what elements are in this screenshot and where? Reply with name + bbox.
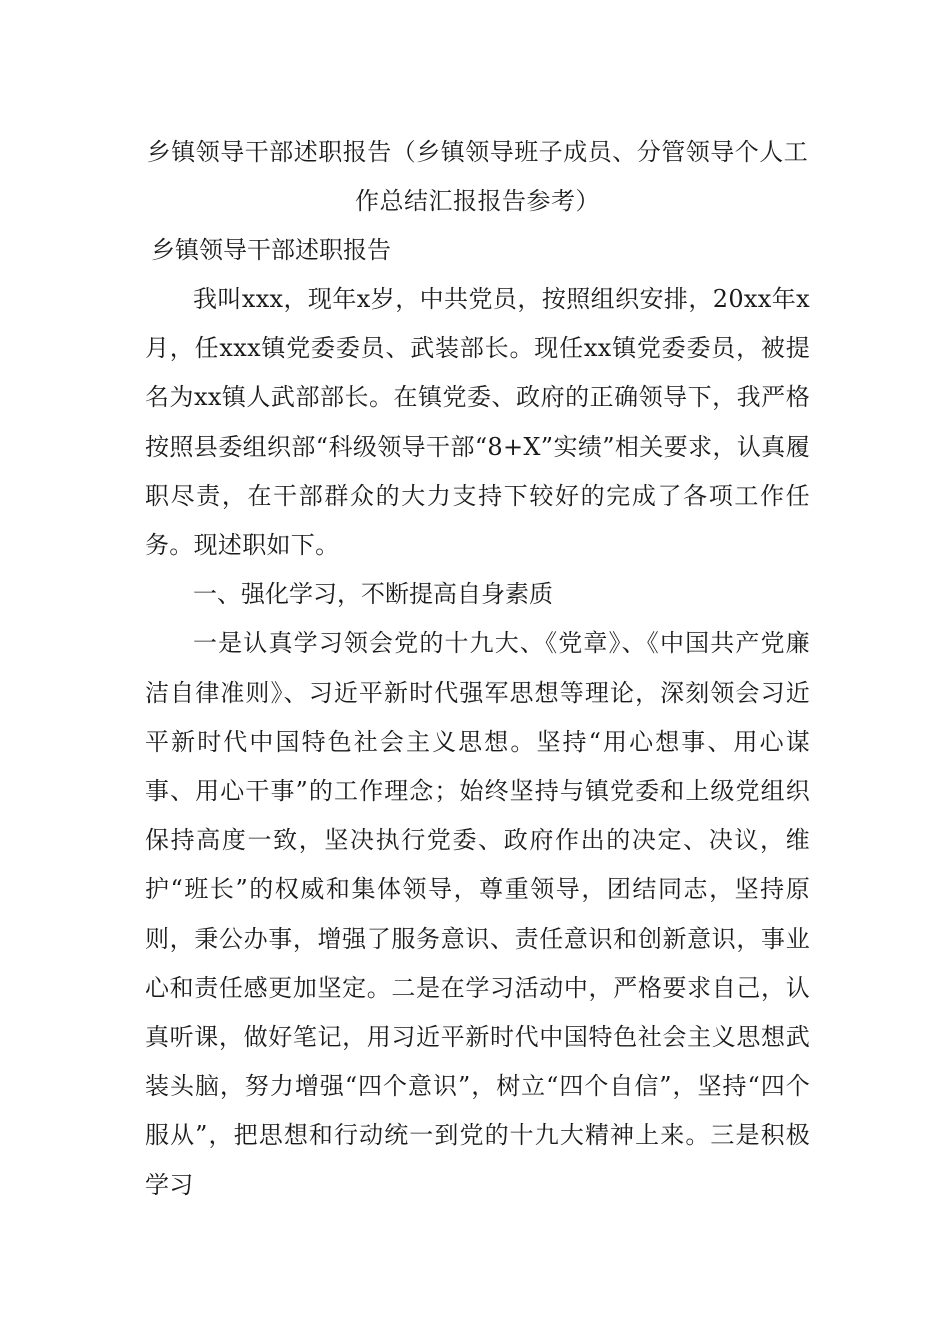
intro-paragraph: 我叫xxx，现年x岁，中共党员，按照组织安排，20xx年x月，任xxx镇党委委员、武装部长。现任xx镇党委委员，被提名为xx镇人武部部长。在镇党委、政府的正确领导下，我严格按照县委组织部“科级领导干部“8+X”实绩”相关要求，认真履职尽责，在干部群众的大力支持下较好的完成了各项工作任务。现述职如下。 <box>145 285 810 560</box>
section-paragraph: 一是认真学习领会党的十九大、《党章》、《中国共产党廉洁自律准则》、习近平新时代强军思想等理论，深刻领会习近平新时代中国特色社会主义思想。坚持“用心想事、用心谋事、用心干事”的工作理念；始终坚持与镇党委和上级党组织保持高度一致，坚决执行党委、政府作出的决定、决议，维护“班长”的权威和集体领导，尊重领导，团结同志，坚持原则，秉公办事，增强了服务意识、责任意识和创新意识，事业心和责任感更加坚定。二是在学习活动中，严格要求自己，认真听课，做好笔记，用习近平新时代中国特色社会主义思想武装头脑，努力增强“四个意识”，树立“四个自信”，坚持“四个服从”，把思想和行动统一到党的十九大精神上来。三是积极学习 <box>145 629 810 1199</box>
section-heading: 一、强化学习，不断提高自身素质 <box>193 580 553 609</box>
document-subtitle: 乡镇领导干部述职报告 <box>151 236 391 264</box>
document-title: 乡镇领导干部述职报告（乡镇领导班子成员、分管领导个人工作总结汇报报告参考） <box>146 138 809 215</box>
document-body <box>145 128 810 1210</box>
